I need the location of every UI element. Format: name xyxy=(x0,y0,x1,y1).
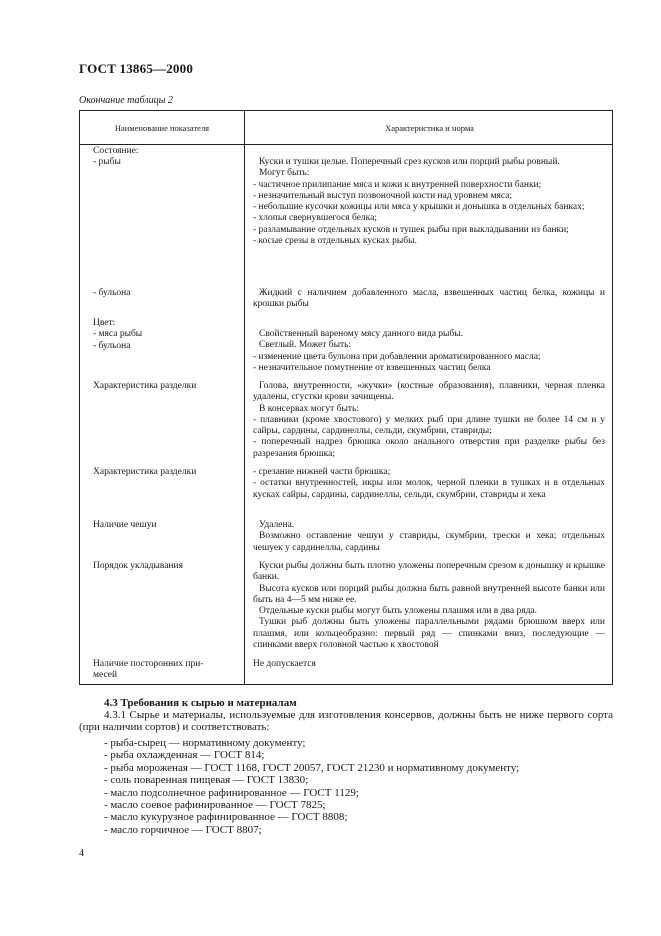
table-row-label: - бульона xyxy=(93,288,131,298)
table-row-description: Куски и тушки целые. Поперечный срез кусков или порций рыбы ровный. Могут быть: - частичное прилипание мяса и кожи к внутренней поверхности банки; - незначительный выступ позвоночной кости над уровнем мяса; - небольшие кусочки кожицы или мяса у крышки и донышка в отдельных банках; - хлопья свернувшегося белка; - разламывание отдельных кусков и тушек рыбы при выкладывании из банки; - косые срезы в отдельных кусках рыбы. xyxy=(253,157,585,247)
table-row-description: Куски рыбы должны быть плотно уложены поперечным срезом к донышку и крышке банки. Высота кусков или порций рыбы должна быть равной внутренней высоте банки или быть на 4—5 мм ниже ее. Отдельные куски рыбы могут быть уложены плашмя или в два ряда. Тушки рыб должны быть уложены параллельными рядами брюшком вверх или плашмя, или кольцеобразно: первый ряд — спинками вниз, последующие — спинками вверх головной частью к хвостовой xyxy=(253,561,605,651)
table-row-label: Состояние: - рыбы xyxy=(93,146,139,168)
list-item: - масло кукурузное рафинированное — ГОСТ 8808; xyxy=(104,811,348,824)
table-row-label: Цвет: - мяса рыбы - бульона xyxy=(93,318,143,351)
list-item: - рыба мороженая — ГОСТ 1168, ГОСТ 20057, ГОСТ 21230 и нормативному документу; xyxy=(104,761,520,774)
document-header: ГОСТ 13865—2000 xyxy=(79,61,194,76)
list-item: - масло соевое рафинированное — ГОСТ 7825; xyxy=(104,799,326,812)
page-number: 4 xyxy=(79,848,84,859)
table-row-description: - срезание нижней части брюшка; - остатки внутренностей, икры или молок, черной пленки в тушках и в отдельных кусках сайры, сардины, сардинеллы, сельди, скумбрии, ставриды и хека xyxy=(253,467,605,500)
materials-list xyxy=(104,737,613,836)
column-header-characteristic: Характеристика и норма xyxy=(385,123,474,133)
column-header-indicator: Наименование показателя xyxy=(114,123,210,133)
list-item: - рыба-сырец — нормативному документу; xyxy=(104,737,306,749)
table-row-label: Порядок укладывания xyxy=(93,561,183,571)
table-row-label: Наличие чешуи xyxy=(93,520,157,530)
table-row-description: Удалена. Возможно оставление чешуи у ставриды, скумбрии, трески и хека; отдельных чешуек у сардинеллы, сардины xyxy=(253,520,605,553)
characteristics-table xyxy=(79,110,613,685)
list-item: - масло подсолнечное рафинированное — ГОСТ 1129; xyxy=(104,786,359,799)
table-row-label: Характеристика разделки xyxy=(93,467,197,477)
column-divider xyxy=(244,111,245,684)
section-intro: 4.3.1 Сырье и материалы, используемые для изготовления консервов, должны быть не ниже первого сорта (при наличии сортов) и соответствовать: xyxy=(79,709,613,734)
table-row-description: Свойственный вареному мясу данного вида рыбы. Светлый. Может быть: - изменение цвета бульона при добавлении ароматизированного масла; - незначительное помутнение от взвешенных частиц белка xyxy=(253,329,541,373)
list-item: - рыба охлажденная — ГОСТ 814; xyxy=(104,749,265,762)
table-row-label: Наличие посторонних при- месей xyxy=(93,659,204,681)
table-row-label: Характеристика разделки xyxy=(93,381,197,391)
table-row-description: Жидкий с наличием добавленного масла, взвешенных частиц белка, кожицы и крошки рыбы xyxy=(253,288,605,310)
list-item: - соль поваренная пищевая — ГОСТ 13830; xyxy=(104,774,309,787)
table-row-description: Голова, внутренности, «жучки» (костные образования), плавники, черная пленка удалены, сгустки крови зачищены. В консервах могут быть: - плавники (кроме хвостового) у мелких рыб при длине тушки не более 14 см и у сайры, сардины, сардинеллы, сельди, скумбрии, ставриды; - поперечный надрез брюшка около анального отверстия при разделке рыбы без разрезания брюшка; xyxy=(253,381,605,459)
list-item: - масло горчичное — ГОСТ 8807; xyxy=(104,823,262,836)
header-divider xyxy=(80,144,612,145)
table-row-description: Не допускается xyxy=(253,659,316,669)
section-title: 4.3 Требования к сырью и материалам xyxy=(104,697,297,709)
table-caption: Окончание таблицы 2 xyxy=(79,95,173,106)
